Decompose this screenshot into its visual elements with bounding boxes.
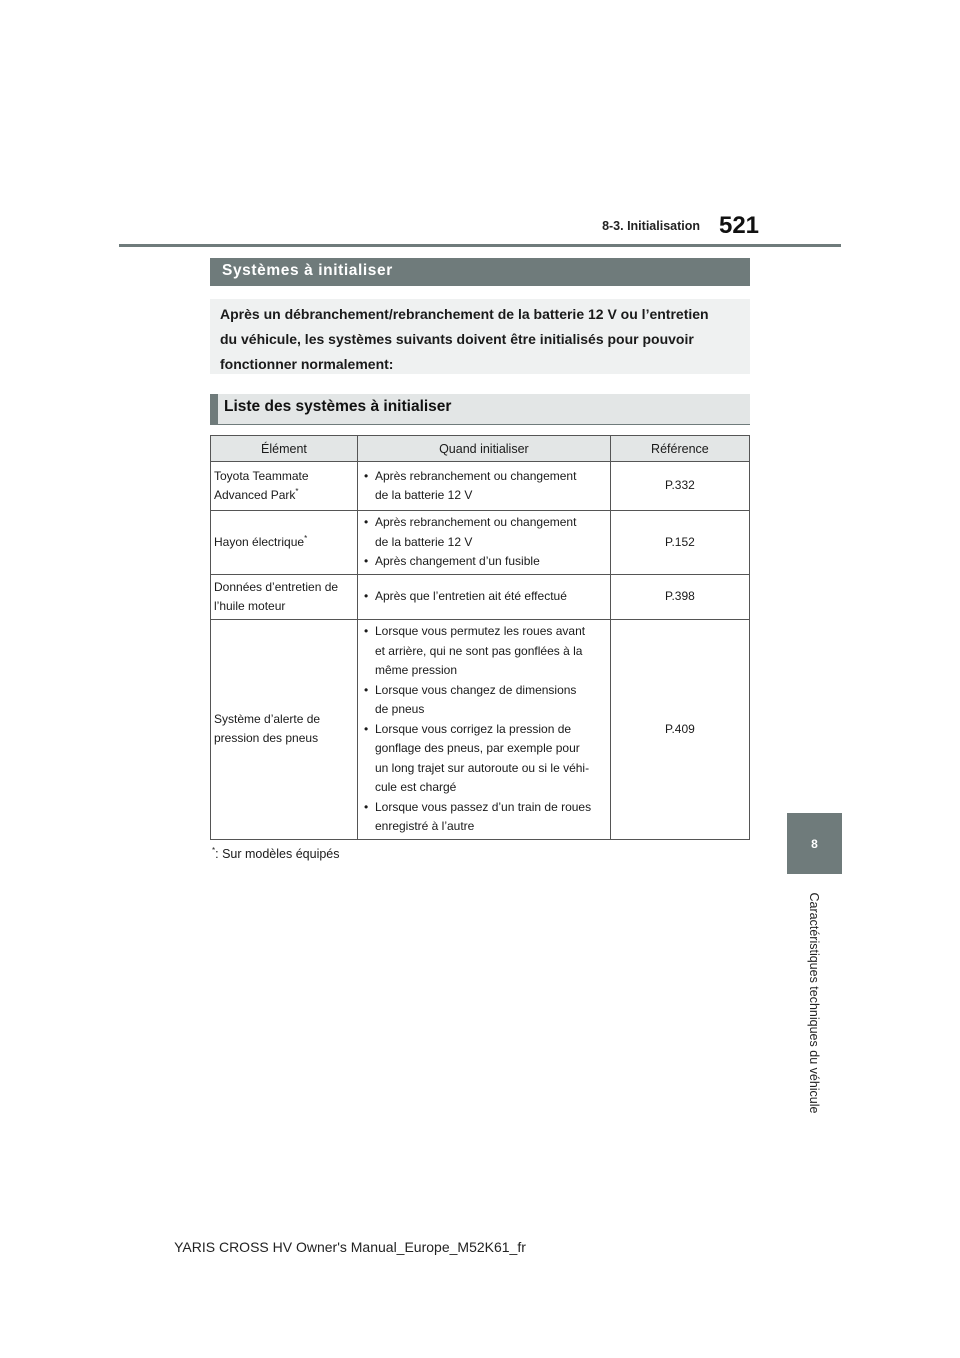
page-number: 521 [718, 212, 760, 239]
list-item [364, 513, 607, 552]
cell-element [211, 575, 358, 620]
element-line: l’huile moteur [214, 599, 286, 613]
header-rule [119, 244, 841, 247]
list-item-line: • Après rebranchement ou changement [374, 515, 577, 530]
cell-when [357, 462, 610, 511]
list-item-line: même pression [374, 663, 457, 677]
list-item-line: de pneus [374, 702, 425, 716]
cell-element [211, 511, 358, 575]
cell-when [357, 620, 610, 840]
systems-table [210, 435, 750, 840]
table-row [211, 620, 750, 840]
list-item-line: cule est chargé [374, 780, 457, 794]
cell-element [211, 620, 358, 840]
cell-reference: P.398 [610, 575, 749, 620]
table-row [211, 511, 750, 575]
list-item-line: • Après que l’entretien ait été effectué [374, 589, 567, 604]
list-item [364, 720, 607, 798]
list-item-line: • Après rebranchement ou changement [374, 468, 577, 483]
list-item-line: • Lorsque vous corrigez la pression de [374, 721, 572, 736]
table-row [211, 575, 750, 620]
cell-when [357, 575, 610, 620]
list-item [364, 622, 607, 681]
list-item-line: de la batterie 12 V [374, 534, 473, 549]
subsection-title: Liste des systèmes à initialiser [210, 394, 750, 425]
list-item-line: gonflage des pneus, par exemple pour [374, 741, 580, 755]
chapter-tab: 8 [787, 813, 842, 874]
cell-reference: P.152 [610, 511, 749, 575]
bullet-list [364, 622, 607, 837]
list-item [364, 681, 607, 720]
list-item-line: enregistré à l’autre [374, 819, 475, 833]
section-title: Systèmes à initialiser [210, 258, 750, 286]
list-item-line: et arrière, qui ne sont pas gonflées à la [374, 643, 583, 658]
list-item-line: • Lorsque vous changez de dimensions [374, 682, 577, 697]
element-line: Advanced Park* [214, 487, 299, 502]
list-item [364, 798, 607, 837]
column-header-reference: Référence [610, 436, 749, 462]
footnote-text: : Sur modèles équipés [215, 847, 340, 861]
intro-line: du véhicule, les systèmes suivants doivent être initialisés pour pouvoir [220, 331, 694, 347]
list-item [364, 587, 607, 607]
cell-reference: P.332 [610, 462, 749, 511]
section-label: 8-3. Initialisation [602, 219, 700, 233]
table-header-row [211, 436, 750, 462]
element-line: Système d’alerte de [214, 711, 321, 726]
document-footer: YARIS CROSS HV Owner's Manual_Europe_M52K61_fr [174, 1239, 526, 1255]
footnote [212, 847, 340, 861]
intro-box [210, 299, 750, 374]
element-line: Données d’entretien de [214, 579, 339, 594]
column-header-element: Élément [211, 436, 358, 462]
cell-when [357, 511, 610, 575]
list-item-line: • Après changement d’un fusible [374, 554, 540, 569]
footnote-mark: * [212, 845, 216, 855]
list-item-line: un long trajet sur autoroute ou si le véhi- [374, 760, 590, 775]
footnote-mark: * [295, 487, 299, 496]
list-item-line: • Lorsque vous permutez les roues avant [374, 624, 586, 638]
element-line: Toyota Teammate [214, 468, 309, 483]
chapter-title-vertical: Caractéristiques techniques du véhicule [807, 892, 821, 1114]
element-line: pression des pneus [214, 731, 319, 746]
intro-line: Après un débranchement/rebranchement de la batterie 12 V ou l’entretien [220, 306, 709, 322]
bullet-list [364, 513, 607, 572]
cell-reference: P.409 [610, 620, 749, 840]
bullet-list [364, 467, 607, 506]
footnote-mark: * [304, 533, 308, 543]
cell-element [211, 462, 358, 511]
intro-line: fonctionner normalement: [220, 356, 394, 372]
table-row [211, 462, 750, 511]
list-item [364, 552, 607, 572]
column-header-when: Quand initialiser [357, 436, 610, 462]
bullet-list [364, 587, 607, 607]
list-item-line: • Lorsque vous passez d’un train de roues [374, 799, 592, 814]
list-item [364, 467, 607, 506]
list-item-line: de la batterie 12 V [374, 488, 473, 502]
element-line: Hayon électrique* [214, 533, 308, 549]
